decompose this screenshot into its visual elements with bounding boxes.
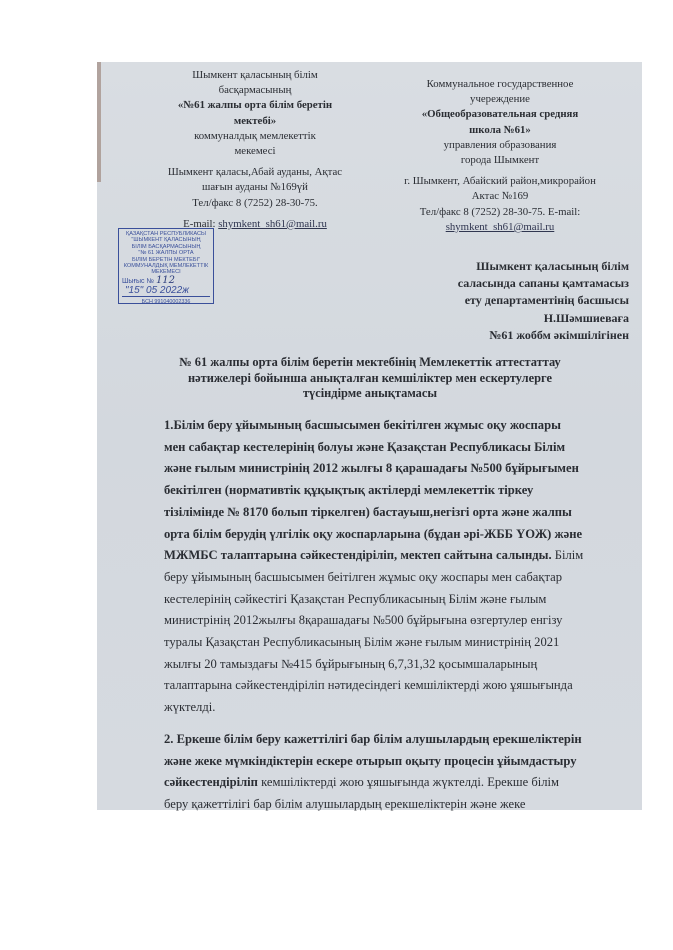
stamp-line: КОММУНАЛДЫҚ МЕМЛЕКЕТТІК <box>123 263 209 270</box>
bold-text: және ғылым министрінің 2012 жылғы 8 қарашадағы №500 бұйрығымен <box>164 461 579 476</box>
regular-text: жылғы 20 тамыздағы №415 бұйрығының 6,7,31,32 қосымшаларының <box>164 656 538 671</box>
bold-text: бекітілген (нормативтік құқықтық актілерді мемлекеттік тіркеу <box>164 483 534 498</box>
document-body <box>164 415 634 816</box>
outgoing-number-label: Шығыс № <box>122 277 156 285</box>
phone-line: Тел/факс 8 (7252) 28-30-75. <box>192 196 318 209</box>
document-title <box>150 355 590 402</box>
outgoing-number-value: 112 <box>155 274 176 286</box>
address-line: шағын ауданы №169үй <box>202 181 308 194</box>
body-line <box>164 772 634 794</box>
bold-text: 1.Білім беру ұйымының басшысымен бекітілген жұмыс оқу жоспары <box>164 418 561 432</box>
email-label: E-mail: <box>183 217 219 230</box>
body-line <box>164 697 634 719</box>
bold-text: және жеке мүмкіндіктерін ескере отырып оқыту процесін ұйымдастыру <box>164 753 577 768</box>
title-line: түсіндірме анықтамасы <box>302 386 438 400</box>
stamp-line: ҚАЗАҚСТАН РЕСПУБЛИКАСЫ <box>126 231 206 237</box>
email-link[interactable]: shymkent_sh61@mail.ru <box>445 220 555 233</box>
address-line: Актас №169 <box>471 190 529 203</box>
title-line: № 61 жалпы орта білім беретін мектебінің Мемлекеттік аттестаттау <box>179 355 561 369</box>
sender-line: №61 жоббм әкімшілігінен <box>489 327 629 342</box>
org-name: мектебі» <box>233 114 277 127</box>
body-line <box>164 480 634 502</box>
body-line <box>164 415 634 437</box>
stamp-line: БІЛІМ БЕРЕТІН МЕКТЕБІ" <box>131 256 201 263</box>
body-line <box>164 567 634 589</box>
recipient-line: ету департаментінің басшысы <box>464 293 629 308</box>
email-link[interactable]: shymkent_sh61@mail.ru <box>218 217 327 230</box>
body-line <box>164 437 634 459</box>
org-line: Шымкент қаласының білім <box>192 69 318 81</box>
body-line <box>164 654 634 676</box>
body-line <box>164 675 634 697</box>
recipient-name: Н.Шәмшиеваға <box>543 310 629 325</box>
paragraph-2 <box>164 729 634 816</box>
regular-text: кемшіліктерді жою ұяшығында жүктелді. Ерекше білім <box>257 775 559 790</box>
org-line: коммуналдық мемлекеттік <box>194 129 316 142</box>
stamp-bin: БСН 991040002336 <box>141 299 191 306</box>
paragraph-1 <box>164 415 634 719</box>
stamp-line: МЕКЕМЕСІ <box>151 269 181 276</box>
org-name: «Общеобразовательная средняя <box>421 108 579 121</box>
address-line: Шымкент қаласы,Абай ауданы, Ақтас <box>167 166 343 179</box>
letterhead-kazakh <box>150 68 360 232</box>
org-line: мекемесі <box>234 145 276 158</box>
body-line <box>164 545 634 567</box>
regular-text: Білім <box>551 548 584 563</box>
org-line: учереждение <box>470 93 530 106</box>
org-line: города Шымкент <box>460 154 540 167</box>
body-line <box>164 502 634 524</box>
body-line <box>164 632 634 654</box>
body-line <box>164 751 634 773</box>
page-edge-shadow <box>97 62 101 182</box>
stamp-line: БІЛІМ БАСҚАРМАСЫНЫҢ <box>131 243 201 250</box>
org-line: басқармасының <box>218 84 292 97</box>
phone-line: Тел/факс 8 (7252) 28-30-75. E-mail: <box>419 205 581 218</box>
regular-text: туралы Қазақстан Республикасының Білім және ғылым министрінің 2021 <box>164 635 560 650</box>
stamp-line: "№ 61 ЖАЛПЫ ОРТА <box>138 250 194 257</box>
regular-text: беру қажеттілігі бар білім алушылардың ерекшеліктерін және жеке <box>164 796 526 811</box>
org-name: «№61 жалпы орта білім беретін <box>177 99 333 112</box>
regular-text: талаптарына сәйкестендіріліп нәтидесіндегі кемшіліктерді жою ұяшығында <box>164 678 573 693</box>
body-line <box>164 729 634 751</box>
body-line <box>164 458 634 480</box>
stamp-line: "ШЫМКЕНТ ҚАЛАСЫНЫҢ <box>131 237 201 244</box>
address-line: г. Шымкент, Абайский район,микрорайон <box>404 175 596 188</box>
recipient-line: Шымкент қаласының білім <box>476 259 629 273</box>
regular-text: министрінің 2012жылғы 8қарашадағы №500 бұйрығына өзгертулер енгізу <box>164 613 563 628</box>
bold-text: орта білім берудің үлгілік оқу жоспарларына (бұдан әрі-ЖББ ҮОЖ) және <box>164 526 583 541</box>
registration-stamp <box>118 228 214 304</box>
regular-text: кестелерінің сәйкестігі Қазақстан Республикасының Білім және ғылым <box>164 591 547 606</box>
bold-text: МЖМБС талаптарына сәйкестендіріліп, мектеп сайтына салынды. <box>164 548 552 563</box>
body-line <box>164 524 634 546</box>
body-line <box>164 610 634 632</box>
letterhead-russian <box>395 77 605 235</box>
org-line: Коммунальное государственное <box>426 78 574 90</box>
bold-text: мен сабақтар кестелерінің болуы және Қазақстан Республикасы Білім <box>164 439 566 454</box>
regular-text: беру ұйымының басшысымен беітілген жұмыс оқу жоспары мен сабақтар <box>164 569 563 584</box>
recipient-line: саласында сапаны қамтамасыз <box>457 276 629 291</box>
regular-text: жүктелді. <box>164 700 216 715</box>
org-name: школа №61» <box>469 123 531 136</box>
body-line <box>164 589 634 611</box>
bold-text: сәйкестендіріліп <box>164 775 258 790</box>
title-line: нәтижелері бойынша анықталған кемшіліктер мен ескертулерге <box>188 370 552 385</box>
bold-text: тізілімінде № 8170 болып тіркелген) бастауыш,негізгі орта және жалпы <box>164 504 572 519</box>
stamp-date: "15" 05 2022ж <box>122 285 210 297</box>
outgoing-number <box>119 274 213 286</box>
body-line <box>164 794 634 816</box>
recipient-block <box>458 258 629 344</box>
bold-text: 2. Еркеше білім беру кажеттілігі бар білім алушылардың ерекшеліктерін <box>164 731 582 746</box>
org-line: управления образования <box>443 138 557 151</box>
